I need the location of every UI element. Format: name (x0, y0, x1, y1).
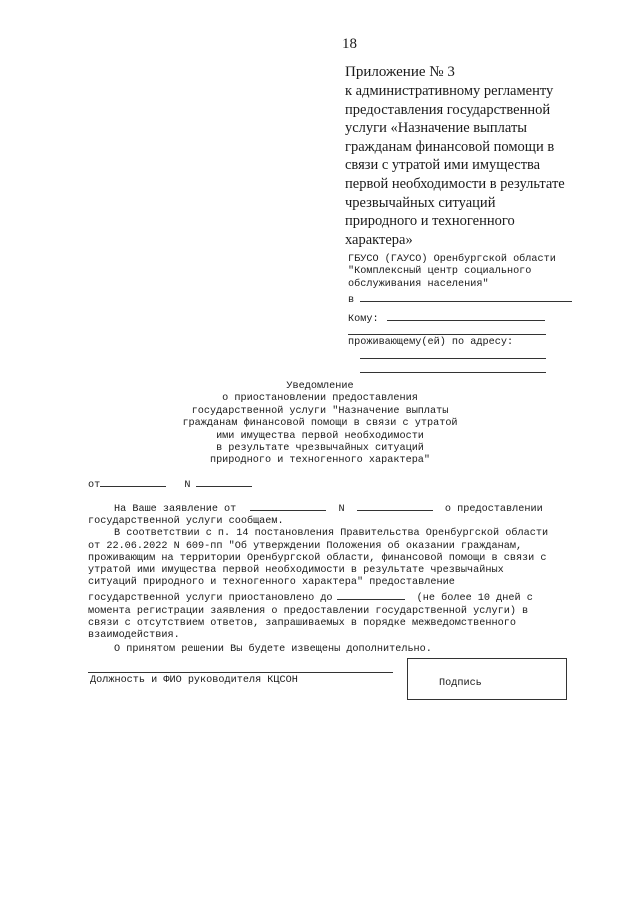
paragraph-3: О принятом решении Вы будете извещены дополнительно. (114, 644, 432, 656)
org-line: "Комплексный центр социального (348, 266, 532, 278)
application-number-field (357, 500, 433, 511)
to-field-line (348, 334, 546, 335)
from-date-field (100, 476, 166, 487)
to-field (387, 310, 545, 321)
paragraph-1-line2: государственной услуги сообщаем. (88, 516, 284, 528)
address-label: проживающему(ей) по адресу: (348, 337, 514, 348)
notice-title (150, 381, 490, 468)
appendix-text (345, 82, 585, 249)
signature-label: Подпись (439, 678, 482, 689)
in-field (360, 291, 572, 302)
appendix-line: первой необходимости в результате (345, 175, 565, 192)
position-line (88, 672, 393, 673)
appendix-line: чрезвычайных ситуаций (345, 194, 496, 211)
in-label: в (348, 295, 355, 307)
to-row (348, 310, 545, 326)
appendix-line: природного и техногенного (345, 213, 515, 230)
notice-title-line: государственной услуги "Назначение выплаты (191, 405, 449, 417)
appendix-title: Приложение № 3 (345, 64, 455, 80)
notice-title-line: гражданам финансовой помощи в связи с утратой (182, 418, 458, 430)
paragraph-2-line: государственной услуги приостановлено до (не более 10 дней с (88, 589, 570, 605)
paragraph-2-line: от 22.06.2022 N 609-пп "Об утверждении Положения об оказании гражданам, (88, 540, 523, 552)
appendix-line: характера» (345, 231, 413, 248)
number-label: N (184, 480, 191, 491)
notice-title-line: в результате чрезвычайных ситуаций (216, 443, 424, 455)
address-line (360, 358, 546, 359)
addressee-block (348, 254, 572, 308)
appendix-line: к административному регламенту (345, 83, 554, 99)
from-number-row (88, 476, 252, 492)
paragraph-2-line: момента регистрации заявления о предоставлении государственной услуги) в (88, 605, 529, 617)
org-line: обслуживания населения" (348, 278, 489, 290)
paragraph-2-line: ситуаций природного и техногенного характера" предоставление (88, 577, 455, 589)
paragraph-2-line: взаимодействия. (88, 630, 180, 642)
number-field (196, 476, 252, 487)
notice-body (88, 500, 570, 656)
notice-title-line: о приостановлении предоставления (222, 393, 418, 405)
application-date-field (250, 500, 326, 511)
page-number: 18 (342, 36, 357, 52)
appendix-line: услуги «Назначение выплаты (345, 120, 528, 137)
org-line: ГБУСО (ГАУСО) Оренбургской области (348, 254, 556, 265)
paragraph-2-line: В соответствии с п. 14 постановления Правительства Оренбургской области (114, 528, 549, 540)
from-label: от (88, 480, 101, 491)
notice-title-line: ими имущества первой необходимости (216, 430, 424, 442)
paragraph-2-line: утратой ими имущества первой необходимости в результате чрезвычайных (88, 565, 504, 577)
paragraph-2-line: связи с отсутствием ответов, запрашиваемых в порядке межведомственного (88, 617, 516, 629)
address-line (360, 372, 546, 373)
paragraph-1: На Ваше заявление от N о предоставлении (88, 500, 570, 516)
appendix-line: предоставления государственной (345, 101, 551, 118)
to-label: Кому: (348, 314, 379, 325)
notice-title-line: Уведомление (286, 381, 354, 392)
signature-box (407, 658, 567, 700)
notice-title-line: природного и техногенного характера" (209, 455, 431, 467)
paragraph-2-line: проживающим на территории Оренбургской области, финансовой помощи в связи с (88, 552, 547, 564)
position-label: Должность и ФИО руководителя КЦСОН (90, 675, 298, 686)
appendix-line: гражданам финансовой помощи в (345, 138, 555, 155)
appendix-line: связи с утратой ими имущества (345, 157, 541, 174)
suspended-until-field (337, 589, 405, 600)
